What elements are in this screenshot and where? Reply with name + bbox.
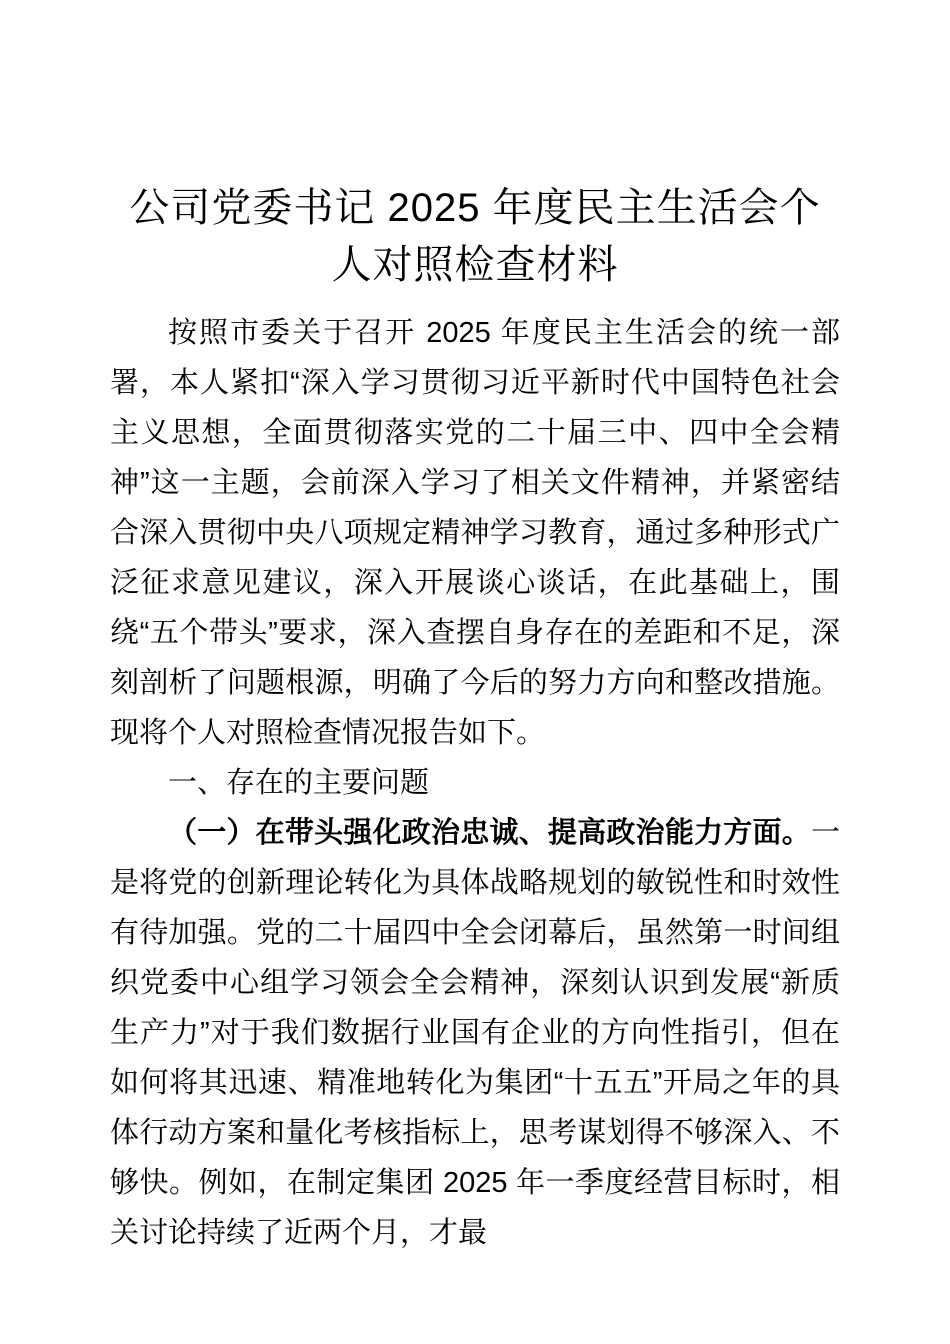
- text-segment: 按照市委关于召开 2025 年度民主生活会的统一部署，本人紧扣“深入学习贯彻习近平新时代中国特色社会主义思想，全面贯彻落实党的二十届三中、四中全会精神”这一主题，会前深入学习了相关文件精神，并紧密结合深入贯彻中央八项规定精神学习教育，通过多种形式广泛征求意见建议，深入开展谈心谈话，在此基础上，围绕“五个带头”要求，深入查摆自身存在的差距和不足，深刻剖析了问题根源，明确了今后的努力方向和整改措施。现将个人对照检查情况报告如下。: [110, 317, 840, 749]
- document-body: [110, 308, 840, 1258]
- document-title: 公司党委书记 2025 年度民主生活会个人对照检查材料: [129, 186, 821, 287]
- intro-paragraph: [110, 308, 840, 758]
- bold-text-segment: （一）在带头强化政治忠诚、提高政治能力方面。: [168, 817, 811, 849]
- subsection-1-paragraph: [110, 808, 840, 1258]
- text-segment: 一、存在的主要问题: [168, 767, 430, 799]
- section-heading-1: [110, 758, 840, 808]
- text-segment: 一是将党的创新理论转化为具体战略规划的敏锐性和时效性有待加强。党的二十届四中全会闭幕后，虽然第一时间组织党委中心组学习领会全会精神，深刻认识到发展“新质生产力”对于我们数据行业国有企业的方向性指引，但在如何将其迅速、精准地转化为集团“十五五”开局之年的具体行动方案和量化考核指标上，思考谋划得不够深入、不够快。例如，在制定集团 2025 年一季度经营目标时，相关讨论持续了近两个月，才最: [110, 817, 840, 1249]
